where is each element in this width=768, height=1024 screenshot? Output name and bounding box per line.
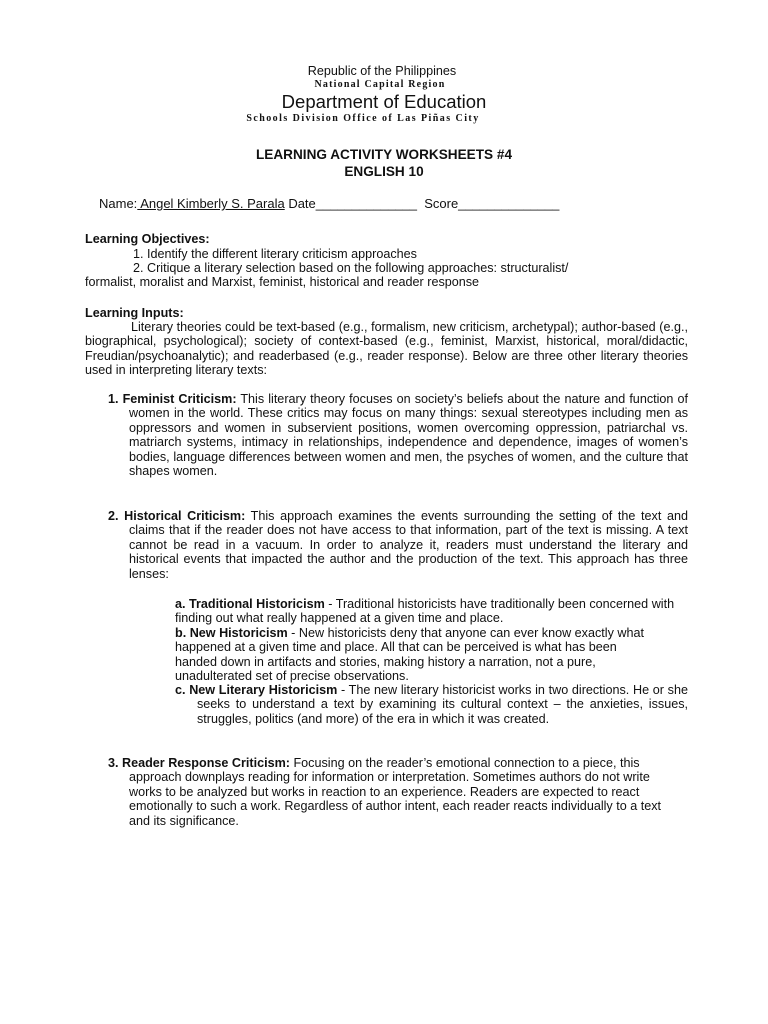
traditional-historicism xyxy=(175,597,675,626)
worksheet-title: LEARNING ACTIVITY WORKSHEETS #4 xyxy=(255,147,513,162)
reader-response-label: 3. Reader Response Criticism: xyxy=(108,756,290,770)
reader-response-text: Focusing on the reader’s emotional connection to a piece, this approach downplays reading for information or interpretation. Sometimes authors do not write works to be analyzed but works in reaction to an experience. Readers are expected to react emotionally to such a work. Regardless of author intent, each reader reacts individually to a text and its significance. xyxy=(129,756,662,828)
new-literary-label: c. New Literary Historicism xyxy=(175,683,338,697)
historical-text: This approach examines the events surrounding the setting of the text and claims that if the reader does not have access to that information, part of the text is missing. A text cannot be read in a vacuum. In order to analyze it, readers must understand the literary and historical events that impacted the author and the production of the text. This approach has three lenses: xyxy=(129,509,688,581)
subject-title: ENGLISH 10 xyxy=(344,164,424,179)
date-field: Date______________ xyxy=(284,196,417,211)
inputs-intro: Literary theories could be text-based (e.g., formalism, new criticism, archetypal); author-based (e.g., biographical, psychological); society of context-based (e.g., feminist, Marxist, historical, moral/didactic, Freudian/psychoanalytic); and readerbased (e.g., reader response). Below are three other literary theories used in interpreting literary texts: xyxy=(85,320,688,378)
objective-2: 2. Critique a literary selection based on the following approaches: structuralist/ formalist, moralist and Marxist, feminist, historical and reader response xyxy=(85,261,569,290)
new-literary-historicism xyxy=(175,683,688,726)
historical-label: 2. Historical Criticism: xyxy=(108,509,246,523)
historical-criticism xyxy=(108,509,688,581)
new-historicism-label: b. New Historicism xyxy=(175,626,288,640)
name-value: Angel Kimberly S. Parala xyxy=(137,196,285,211)
feminist-criticism xyxy=(108,392,688,478)
traditional-text: - Traditional historicists have traditionally been concerned with finding out what really happened at a given time and place. xyxy=(175,597,675,626)
division-line: Schools Division Office of Las Piñas City xyxy=(246,113,480,124)
objectives-heading: Learning Objectives: xyxy=(85,232,210,246)
new-historicism xyxy=(175,626,655,684)
department-title: Department of Education xyxy=(281,91,487,112)
feminist-text: This literary theory focuses on society’s beliefs about the nature and function of women in the world. These critics may focus on many things: sexual stereotypes including men as oppressors and women in subservient positions, women overcoming oppression, patriarchal vs. matriarch systems, intimacy in relationships, independence and dependence, images of women’s bodies, language differences between women and men, the psyches of women, and the culture that shapes women. xyxy=(129,392,688,479)
student-info-line xyxy=(99,197,559,211)
name-label: Name: xyxy=(99,196,138,211)
inputs-heading: Learning Inputs: xyxy=(85,306,184,320)
republic-line: Republic of the Philippines xyxy=(307,64,457,78)
new-literary-text: - The new literary historicist works in two directions. He or she seeks to understand a text by examining its cultural context – the anxieties, issues, struggles, politics (and more) of the era in which it was created. xyxy=(197,683,688,726)
region-line: National Capital Region xyxy=(314,79,446,90)
score-field: Score______________ xyxy=(417,196,560,211)
traditional-label: a. Traditional Historicism xyxy=(175,597,325,611)
new-historicism-text: - New historicists deny that anyone can ever know exactly what happened at a given time and place. All that can be perceived is what has been handed down in artifacts and stories, making history a narration, not a pure, unadulterated set of precise observations. xyxy=(175,626,644,684)
feminist-label: 1. Feminist Criticism: xyxy=(108,392,237,406)
reader-response-criticism xyxy=(108,756,683,828)
objective-1: 1. Identify the different literary criticism approaches xyxy=(133,247,417,261)
